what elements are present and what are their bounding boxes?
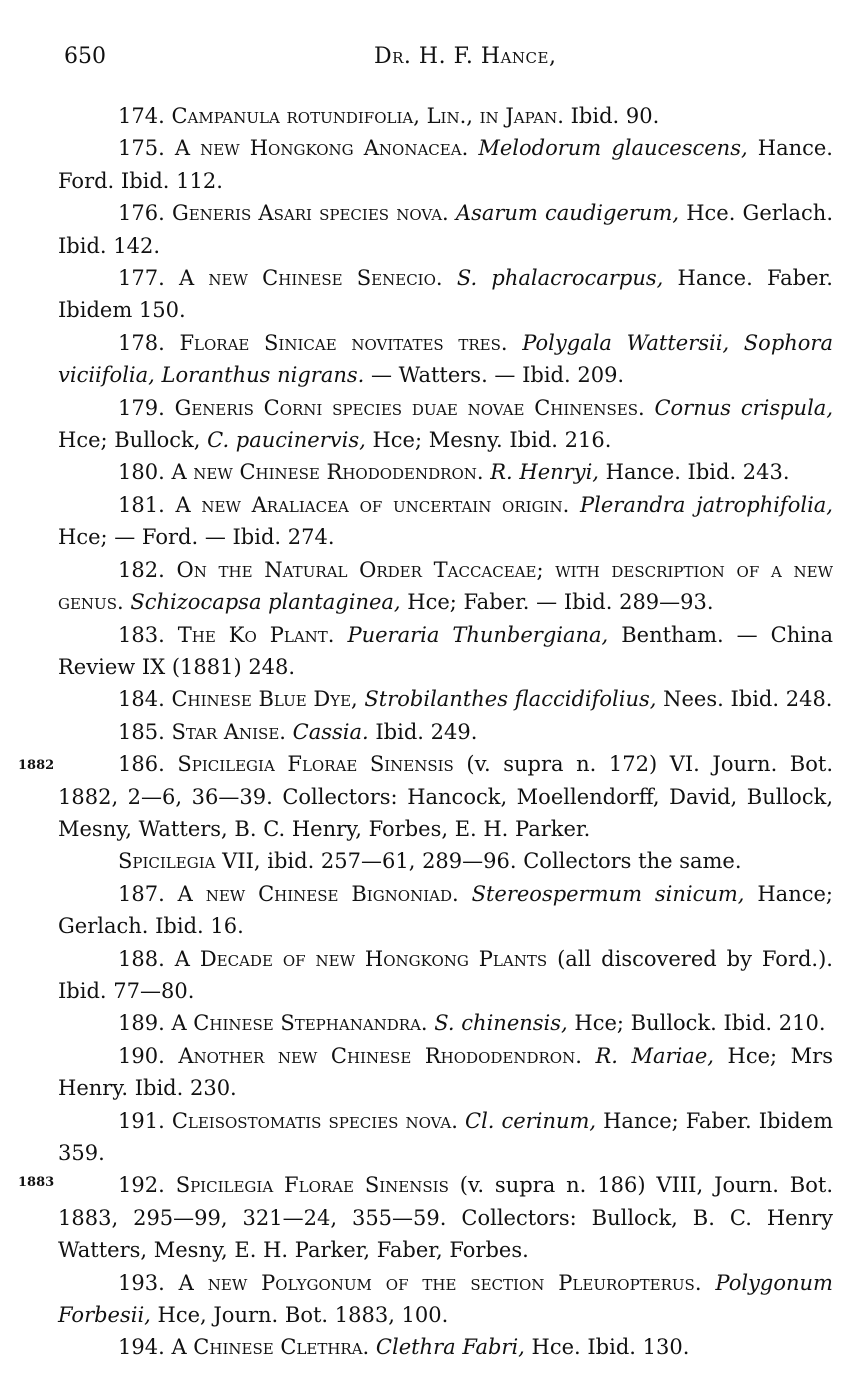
entry-title: The Ko Plant. [177,622,335,647]
entry-number: 194. [118,1335,165,1360]
entry [58,1267,833,1332]
entry-text: Hce. Ibid. 130. [524,1335,690,1360]
entry-number: 180. [118,460,165,485]
entry-number: 183. [118,622,165,647]
entry [58,554,833,619]
entry-title: A Chinese Stephanandra. [171,1011,428,1036]
entry-text: Hce; Mrs Henry. Ibid. 230. [58,1043,833,1101]
species-name: R. Mariae, [595,1043,714,1068]
entry-text: Hce; — Ford. — Ibid. 274. [58,525,335,550]
species-name: Pueraria Thunbergiana, [347,622,609,647]
entry-list [58,100,833,1364]
entry [58,878,833,943]
entry [58,456,833,488]
entry-number: 187. [118,881,165,906]
species-name: Clethra Fabri, [375,1335,525,1360]
entry-text [286,720,293,744]
species-name: Plerandra jatrophifolia, [580,492,833,517]
entry-text: Hance; Faber. Ibidem 359. [58,1108,833,1165]
entry-title: Spicilegia Florae Sinensis [177,752,454,777]
entry-text [582,1044,596,1068]
margin-year-1882: 1882 [18,758,55,773]
entry-number: 174. [118,104,165,128]
entry-text: Hance. Ford. Ibid. 112. [58,136,833,193]
species-name: Schizocapsa plantaginea, [130,590,401,615]
entry-text [569,493,580,517]
species-name: C. paucinervis, [207,428,366,453]
species-name: Cl. cerinum, [465,1108,597,1133]
species-name: Polygala Wattersii, Sophora viciifolia, Loranthus nigrans. [58,330,833,388]
entry-number: 185. [118,719,165,744]
entry-text [369,1335,376,1359]
species-name: S. chinensis, [434,1011,568,1036]
entry-title: A new Chinese Bignoniad. [177,881,459,906]
entry-text: Nees. Ibid. 248. [656,687,833,712]
entry [58,327,833,392]
entry [58,262,833,327]
entry [58,619,833,684]
entry-text: Hance; Gerlach. Ibid. 16. [58,881,833,939]
entry-title: A new Hongkong Anonacea. [174,136,469,161]
page-header [64,44,784,78]
entry-text [334,623,347,647]
entry-title: On the Natural Order Taccaceae; with description of a new genus. [58,557,833,615]
entry-number: 178. [118,330,165,355]
entry [58,1007,833,1039]
entry-text: (v. supra n. 186) VIII, Journ. Bot. 1883, 295—99, 321—24, 355—59. Collectors: Bullock, B. C. Henry Watters, Mesny, E. H. Parker, Faber, Forbes. [58,1173,833,1263]
entry [58,1169,833,1266]
entry-title: A new Polygonum of the section Pleuropterus. [178,1270,702,1295]
entry-text: (all discovered by Ford.). Ibid. 77—80. [58,946,833,1003]
entry-text [508,331,523,355]
entry-text: — Watters. — Ibid. 209. [364,363,625,388]
entry-number: 191. [118,1108,165,1133]
entry [58,100,833,132]
entry-text [443,266,457,290]
entry [58,1331,833,1363]
entry-text: Hce, Journ. Bot. 1883, 100. [150,1303,449,1328]
species-name: Cornus crispula, [654,395,833,420]
page-number: 650 [64,44,106,69]
entry-text: Hance. Ibid. 243. [598,460,790,485]
entry-title: A new Chinese Senecio. [179,266,443,291]
entry-text: VII, ibid. 257—61, 289—96. Collectors the same. [215,849,742,874]
entry-title: A new Araliacea of uncertain origin. [175,492,570,517]
entry-title: Generis Asari species nova. [171,201,449,226]
entry [58,489,833,554]
entry-title: Florae Sinicae novitates tres. [179,330,508,355]
entry-number: 181. [118,492,165,517]
entry-text [458,1109,465,1133]
entry [58,845,833,877]
entry [58,197,833,262]
entry-text [468,136,478,160]
entry-title: A Decade of new Hongkong Plants [174,946,548,971]
entry-number: 182. [118,557,165,582]
entry [58,943,833,1008]
species-name: R. Henryi, [490,460,599,485]
entry-text [702,1271,716,1295]
entry-number: 175. [118,136,165,161]
entry-text: Bentham. — China Review IX (1881) 248. [58,622,833,679]
entry-text: Ibid. 90. [563,104,660,128]
species-name: Polygonum Forbesii, [58,1270,833,1328]
margin-year-1883: 1883 [18,1175,55,1190]
entry-number: 176. [118,201,165,226]
entry-text [449,201,456,225]
entry-text: Hce; Faber. — Ibid. 289—93. [400,590,714,615]
entry [58,1105,833,1170]
species-name: Asarum caudigerum, [455,201,680,226]
entry-text: Hance. Faber. Ibidem 150. [58,266,833,323]
entry [58,748,833,845]
entry-title: A Chinese Clethra. [171,1335,370,1360]
species-name: Strobilanthes flaccidifolius, [364,687,657,712]
entry-number: 193. [118,1270,165,1295]
entry-title: Spicilegia [118,849,216,874]
entry-text: Hce; Bullock, [58,428,208,453]
entry-number: 186. [118,752,165,777]
entry-title: Generis Corni species duae novae Chinenses. [174,395,645,420]
entry [58,132,833,197]
entry-number: 177. [118,266,165,291]
entry [58,716,833,748]
entry-number: 184. [118,687,165,712]
entry-number: 179. [118,395,165,420]
entry-title: Star Anise. [171,719,286,744]
species-name: Melodorum glaucescens, [478,136,748,161]
entry-number: 190. [118,1043,165,1068]
running-head: Dr. H. F. Hance, [374,44,557,69]
species-name: Cassia. [292,719,369,744]
entry-title: Campanula rotundifolia, Lin., in Japan. [171,104,564,128]
entry-text: Hce. Gerlach. Ibid. 142. [58,201,833,258]
entry-text: (v. supra n. 172) VI. Journ. Bot. 1882, 2—6, 36—39. Collectors: Hancock, Moellendorff, David, Bullock, Mesny, Watters, B. C. Henry, Forbes, E. H. Parker. [58,752,833,841]
entry [58,392,833,457]
entry-text [459,882,472,906]
entry-text: Ibid. 249. [368,719,478,744]
entry-title: A new Chinese Rhododendron. [171,460,484,485]
entry-text: Hce; Mesny. Ibid. 216. [365,428,612,453]
entry-number: 192. [118,1173,165,1198]
entry-number: 189. [118,1011,165,1036]
entry-text [645,396,655,420]
entry-title: Another new Chinese Rhododendron. [178,1043,582,1068]
entry-title: Chinese Blue Dye, [171,687,358,712]
species-name: S. phalacrocarpus, [456,266,664,291]
entry [58,683,833,715]
entry-title: Cleisostomatis species nova. [171,1108,458,1133]
entry-number: 188. [118,946,165,971]
entry [58,1040,833,1105]
entry-title: Spicilegia Florae Sinensis [175,1173,449,1198]
entry-text: Hce; Bullock. Ibid. 210. [567,1011,826,1036]
species-name: Stereospermum sinicum, [471,881,745,906]
